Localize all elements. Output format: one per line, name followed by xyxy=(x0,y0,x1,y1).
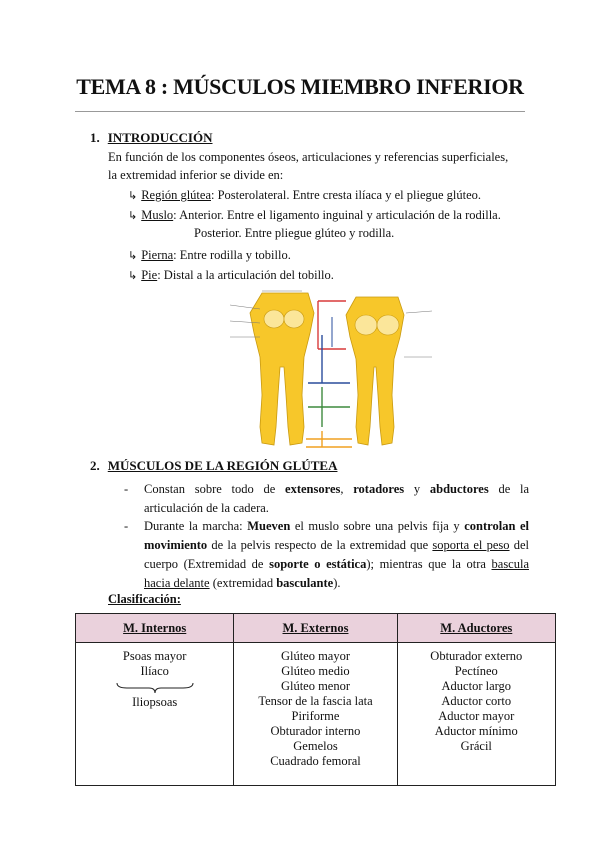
text-span: del cuerpo (Extremidad de xyxy=(144,538,530,571)
table-header-row xyxy=(76,614,556,643)
list-item: Pectíneo xyxy=(454,664,498,678)
list-item: Aductor mínimo xyxy=(434,724,518,738)
grouping-brace-icon xyxy=(115,681,195,695)
region-desc: : Anterior. Entre el ligamento inguinal y articulación de la rodilla. xyxy=(173,208,501,222)
region-item-leg xyxy=(128,246,291,265)
return-arrow-icon: ↳ xyxy=(128,269,138,282)
section-2-number: 2. xyxy=(90,458,100,473)
list-item: Tensor de la fascia lata xyxy=(258,694,373,708)
header-externos: M. Externos xyxy=(234,614,397,643)
region-desc: : Distal a la articulación del tobillo. xyxy=(157,268,334,282)
lower-limb-regions-figure xyxy=(222,287,440,451)
list-item: Glúteo medio xyxy=(281,664,350,678)
text-span: , xyxy=(340,482,354,496)
header-internos: M. Internos xyxy=(76,614,234,643)
group-name-iliopsoas: Iliopsoas xyxy=(132,695,178,709)
section-2-heading xyxy=(90,458,337,474)
anterior-limb-illustration xyxy=(230,291,314,445)
section-2-title: MÚSCULOS DE LA REGIÓN GLÚTEA xyxy=(107,458,338,473)
region-item-thigh xyxy=(128,206,501,225)
list-item: Cuadrado femoral xyxy=(270,754,361,768)
list-item: Obturador interno xyxy=(270,724,361,738)
title-divider xyxy=(75,111,525,112)
text-span: y xyxy=(404,482,430,496)
list-item: Ilíaco xyxy=(140,664,169,678)
list-item: Aductor mayor xyxy=(438,709,515,723)
classification-label: Clasificación: xyxy=(108,592,181,606)
muscle-classification-table xyxy=(75,613,556,786)
cell-internos xyxy=(76,643,234,786)
keyword-extensores: extensores xyxy=(285,482,341,496)
table-row xyxy=(76,643,556,786)
text-span: (extremidad xyxy=(209,576,277,590)
text-span: de la articulación de la cadera. xyxy=(144,482,530,515)
return-arrow-icon: ↳ xyxy=(128,249,138,262)
region-item-foot xyxy=(128,266,334,285)
list-item: Psoas mayor xyxy=(122,649,187,663)
bullet-gluteal-function xyxy=(124,480,530,518)
region-name: Pie xyxy=(141,268,158,282)
list-item: Obturador externo xyxy=(430,649,523,663)
keyword-controlan: controlan el movimiento xyxy=(144,519,529,552)
posterior-limb-illustration xyxy=(346,297,432,445)
bullet-dash: - xyxy=(124,519,129,533)
region-name: Muslo xyxy=(141,208,174,222)
list-item: Piriforme xyxy=(291,709,340,723)
section-1-heading xyxy=(90,130,212,146)
intro-line-1: En función de los componentes óseos, articulaciones y referencias superficiales, xyxy=(108,150,509,164)
text-span: ). xyxy=(333,576,341,590)
list-item: Grácil xyxy=(460,739,492,753)
keyword-soporte: soporte o estática xyxy=(269,557,367,571)
bullet-gait-function xyxy=(124,517,530,593)
region-desc: : Entre rodilla y tobillo. xyxy=(173,248,291,262)
header-aductores: M. Aductores xyxy=(397,614,555,643)
region-thigh-posterior: Posterior. Entre pliegue glúteo y rodilla. xyxy=(194,226,395,240)
return-arrow-icon: ↳ xyxy=(128,209,138,222)
section-1-title: INTRODUCCIÓN xyxy=(107,130,213,145)
cell-externos xyxy=(234,643,397,786)
region-name: Región glútea xyxy=(141,188,211,202)
text-span: Constan sobre todo de xyxy=(144,482,286,496)
underlined-soporta-peso: soporta el peso xyxy=(432,538,510,552)
return-arrow-icon: ↳ xyxy=(128,189,138,202)
list-item: Glúteo mayor xyxy=(280,649,351,663)
region-name: Pierna xyxy=(141,248,174,262)
keyword-rotadores: rotadores xyxy=(353,482,405,496)
list-item: Aductor largo xyxy=(441,679,512,693)
underlined-bascula: bascula hacia delante xyxy=(144,557,529,590)
region-item-gluteal xyxy=(128,186,481,205)
text-span: ); mientras que la otra xyxy=(366,557,492,571)
list-item: Aductor corto xyxy=(441,694,512,708)
section-1-number: 1. xyxy=(90,130,100,145)
list-item: Glúteo menor xyxy=(280,679,351,693)
cell-aductores xyxy=(397,643,555,786)
page-title: TEMA 8 : MÚSCULOS MIEMBRO INFERIOR xyxy=(76,74,524,99)
region-brackets xyxy=(306,301,352,447)
list-item: Gemelos xyxy=(293,739,338,753)
intro-line-2: la extremidad inferior se divide en: xyxy=(108,168,284,182)
bullet-dash: - xyxy=(124,482,129,496)
keyword-abductores: abductores xyxy=(429,482,489,496)
text-span: Durante la marcha: xyxy=(144,519,248,533)
text-span: de la pelvis respecto de la extremidad que xyxy=(207,538,433,552)
text-span: el muslo sobre una pelvis fija y xyxy=(290,519,465,533)
keyword-mueven: Mueven xyxy=(247,519,291,533)
region-desc: : Posterolateral. Entre cresta ilíaca y el pliegue glúteo. xyxy=(211,188,482,202)
keyword-basculante: basculante xyxy=(276,576,334,590)
